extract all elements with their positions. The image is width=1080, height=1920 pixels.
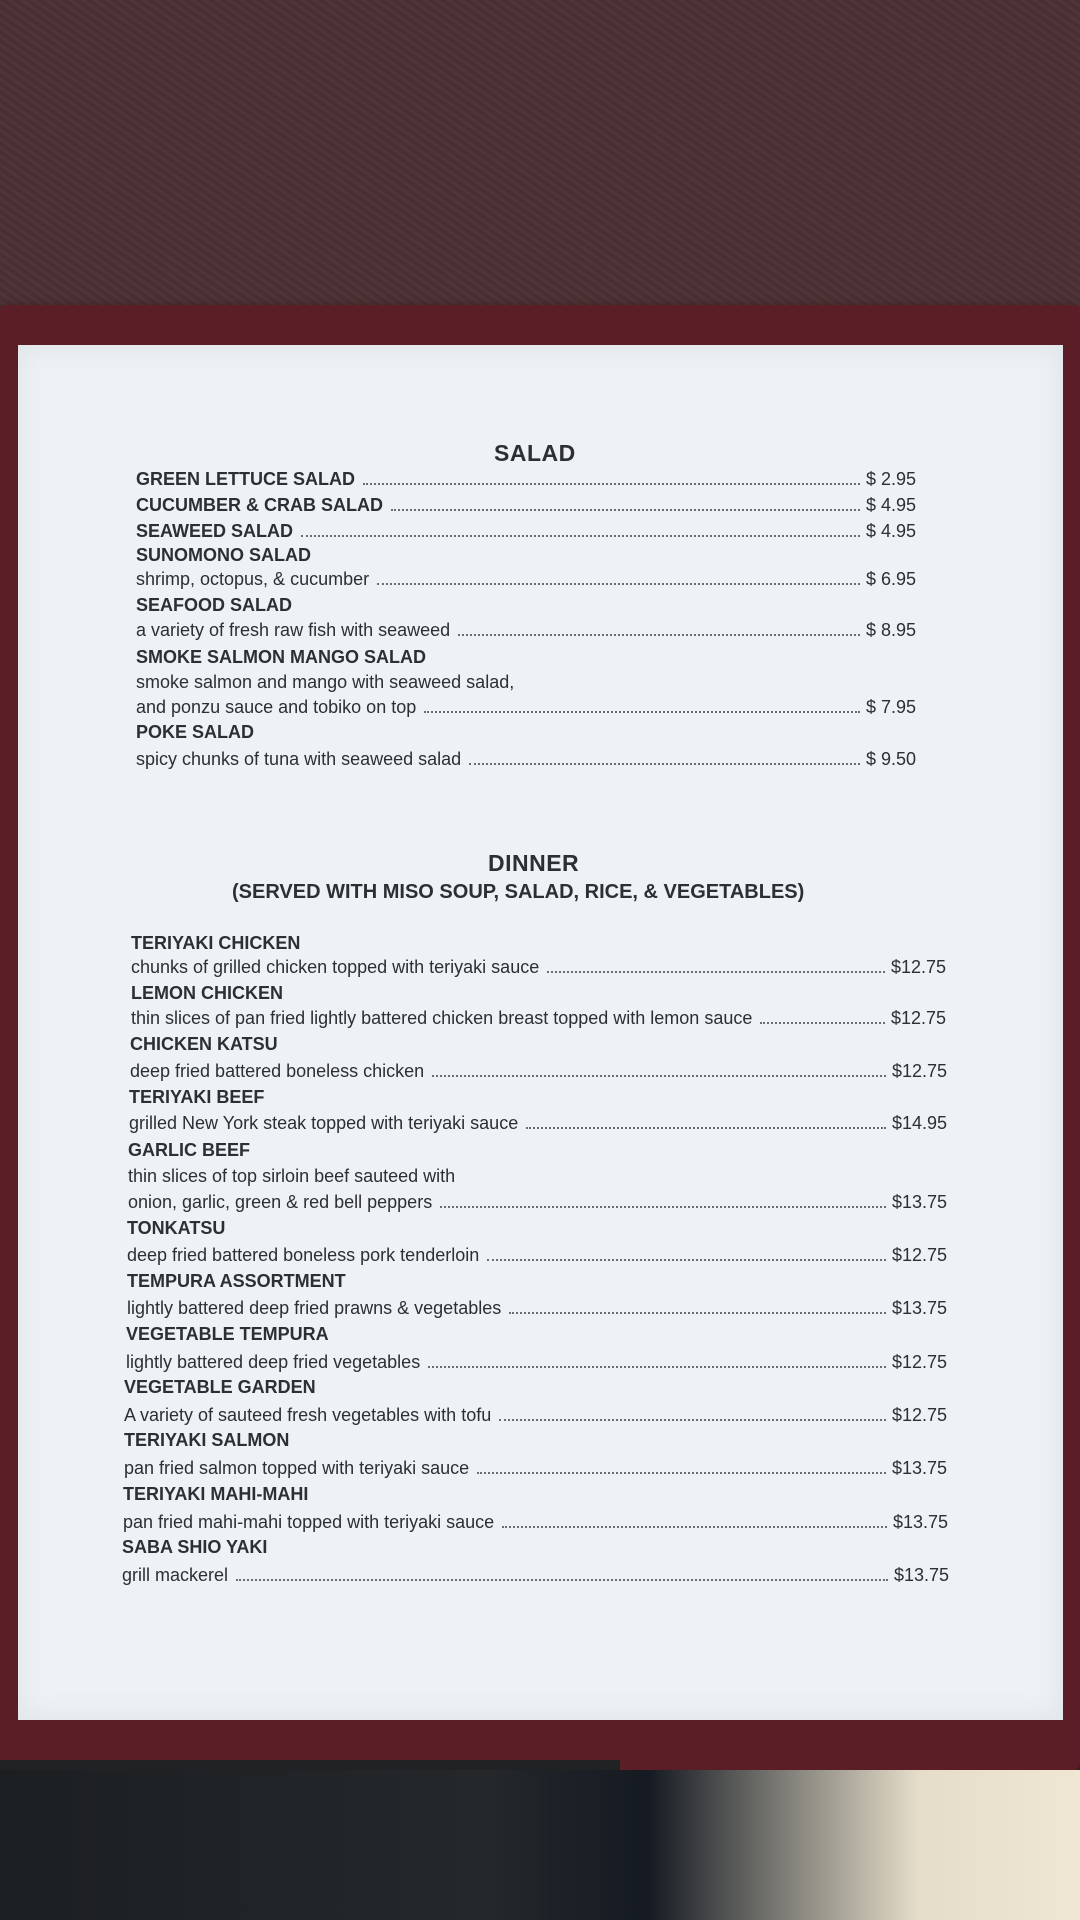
item-description: grill mackerel — [122, 1565, 229, 1585]
item-description: smoke salmon and mango with seaweed salad, — [136, 672, 515, 692]
dot-leader — [547, 971, 885, 973]
menu-item — [127, 1296, 962, 1320]
item-price: $ 2.95 — [866, 469, 917, 489]
item-name: GREEN LETTUCE SALAD — [136, 469, 356, 489]
dot-leader — [391, 509, 860, 511]
menu-item — [131, 1006, 961, 1030]
item-price: $ 9.50 — [866, 749, 917, 769]
item-name: SEAWEED SALAD — [136, 521, 294, 541]
item-name: LEMON CHICKEN — [131, 983, 283, 1003]
item-description: thin slices of pan fried lightly battered chicken breast topped with lemon sauce — [131, 1008, 753, 1028]
dot-leader — [424, 711, 860, 713]
dot-leader — [477, 1472, 886, 1474]
item-description: onion, garlic, green & red bell peppers — [128, 1192, 433, 1212]
dot-leader — [432, 1075, 886, 1077]
item-name: SMOKE SALMON MANGO SALAD — [136, 647, 426, 667]
item-name: VEGETABLE TEMPURA — [126, 1324, 329, 1344]
menu-item — [136, 618, 936, 642]
item-description: A variety of sauteed fresh vegetables with tofu — [124, 1405, 492, 1425]
item-description: lightly battered deep fried vegetables — [126, 1352, 421, 1372]
item-name: TERIYAKI MAHI-MAHI — [123, 1484, 309, 1504]
menu-item — [124, 1403, 962, 1427]
item-price: $ 7.95 — [866, 697, 917, 717]
item-description: thin slices of top sirloin beef sauteed with — [128, 1166, 456, 1186]
dot-leader — [502, 1526, 887, 1528]
item-price: $ 4.95 — [866, 495, 917, 515]
item-price: $13.75 — [892, 1192, 948, 1212]
item-description: spicy chunks of tuna with seaweed salad — [136, 749, 462, 769]
item-description: a variety of fresh raw fish with seaweed — [136, 620, 451, 640]
item-price: $12.75 — [892, 1352, 948, 1372]
menu-item — [136, 695, 936, 719]
menu-item — [136, 467, 936, 491]
item-name: TERIYAKI CHICKEN — [131, 933, 301, 953]
dot-leader — [760, 1022, 885, 1024]
item-description: lightly battered deep fried prawns & vegetables — [127, 1298, 502, 1318]
dot-leader — [487, 1259, 886, 1261]
item-name: TERIYAKI SALMON — [124, 1430, 290, 1450]
item-price: $12.75 — [892, 1245, 948, 1265]
menu-item — [136, 567, 936, 591]
menu-page — [18, 345, 1063, 1720]
item-price: $12.75 — [892, 1061, 948, 1081]
item-name: POKE SALAD — [136, 722, 255, 742]
item-price: $12.75 — [891, 1008, 947, 1028]
item-name: CUCUMBER & CRAB SALAD — [136, 495, 383, 515]
item-name: VEGETABLE GARDEN — [124, 1377, 316, 1397]
item-name: SABA SHIO YAKI — [122, 1537, 268, 1557]
item-price: $14.95 — [892, 1113, 948, 1133]
item-name: SUNOMONO SALAD — [136, 545, 311, 565]
menu-item — [136, 747, 936, 771]
item-price: $ 4.95 — [866, 521, 917, 541]
dot-leader — [428, 1366, 886, 1368]
dot-leader — [377, 583, 860, 585]
item-name: TERIYAKI BEEF — [129, 1087, 265, 1107]
item-price: $13.75 — [894, 1565, 950, 1585]
dot-leader — [509, 1312, 886, 1314]
item-price: $12.75 — [892, 1405, 948, 1425]
item-description: pan fried salmon topped with teriyaki sauce — [124, 1458, 470, 1478]
menu-item — [131, 955, 961, 979]
item-name: CHICKEN KATSU — [130, 1034, 278, 1054]
item-name: TEMPURA ASSORTMENT — [127, 1271, 346, 1291]
dot-leader — [469, 763, 860, 765]
item-description: deep fried battered boneless pork tenderloin — [127, 1245, 480, 1265]
menu-item — [136, 519, 936, 543]
item-description: chunks of grilled chicken topped with teriyaki sauce — [131, 957, 540, 977]
menu-item — [130, 1059, 962, 1083]
item-description: deep fried battered boneless chicken — [130, 1061, 425, 1081]
menu-content — [18, 345, 1063, 1720]
item-description: and ponzu sauce and tobiko on top — [136, 697, 417, 717]
dot-leader — [526, 1127, 886, 1129]
item-name: TONKATSU — [127, 1218, 226, 1238]
item-description: pan fried mahi-mahi topped with teriyaki sauce — [123, 1512, 495, 1532]
dot-leader — [363, 483, 860, 485]
item-price: $13.75 — [892, 1298, 948, 1318]
menu-item — [129, 1111, 962, 1135]
dot-leader — [440, 1206, 886, 1208]
menu-item — [136, 493, 936, 517]
menu-item — [126, 1350, 962, 1374]
item-description: grilled New York steak topped with teriyaki sauce — [129, 1113, 519, 1133]
item-price: $ 6.95 — [866, 569, 917, 589]
item-name: SEAFOOD SALAD — [136, 595, 293, 615]
dot-leader — [458, 634, 860, 636]
dinner-title: DINNER — [488, 850, 580, 876]
salad-title: SALAD — [494, 440, 576, 466]
tabletop-background — [0, 0, 1080, 320]
item-price: $12.75 — [891, 957, 947, 977]
menu-item — [122, 1563, 964, 1587]
dot-leader — [236, 1579, 888, 1581]
item-price: $13.75 — [893, 1512, 949, 1532]
item-price: $13.75 — [892, 1458, 948, 1478]
dot-leader — [301, 535, 860, 537]
menu-item — [128, 1190, 962, 1214]
dot-leader — [499, 1419, 886, 1421]
item-price: $ 8.95 — [866, 620, 917, 640]
floor-background — [0, 1770, 1080, 1920]
dinner-subtitle: (SERVED WITH MISO SOUP, SALAD, RICE, & VEGETABLES) — [232, 881, 805, 903]
item-name: GARLIC BEEF — [128, 1140, 251, 1160]
menu-item — [127, 1243, 962, 1267]
menu-item — [124, 1456, 962, 1480]
menu-item — [123, 1510, 963, 1534]
item-description: shrimp, octopus, & cucumber — [136, 569, 370, 589]
